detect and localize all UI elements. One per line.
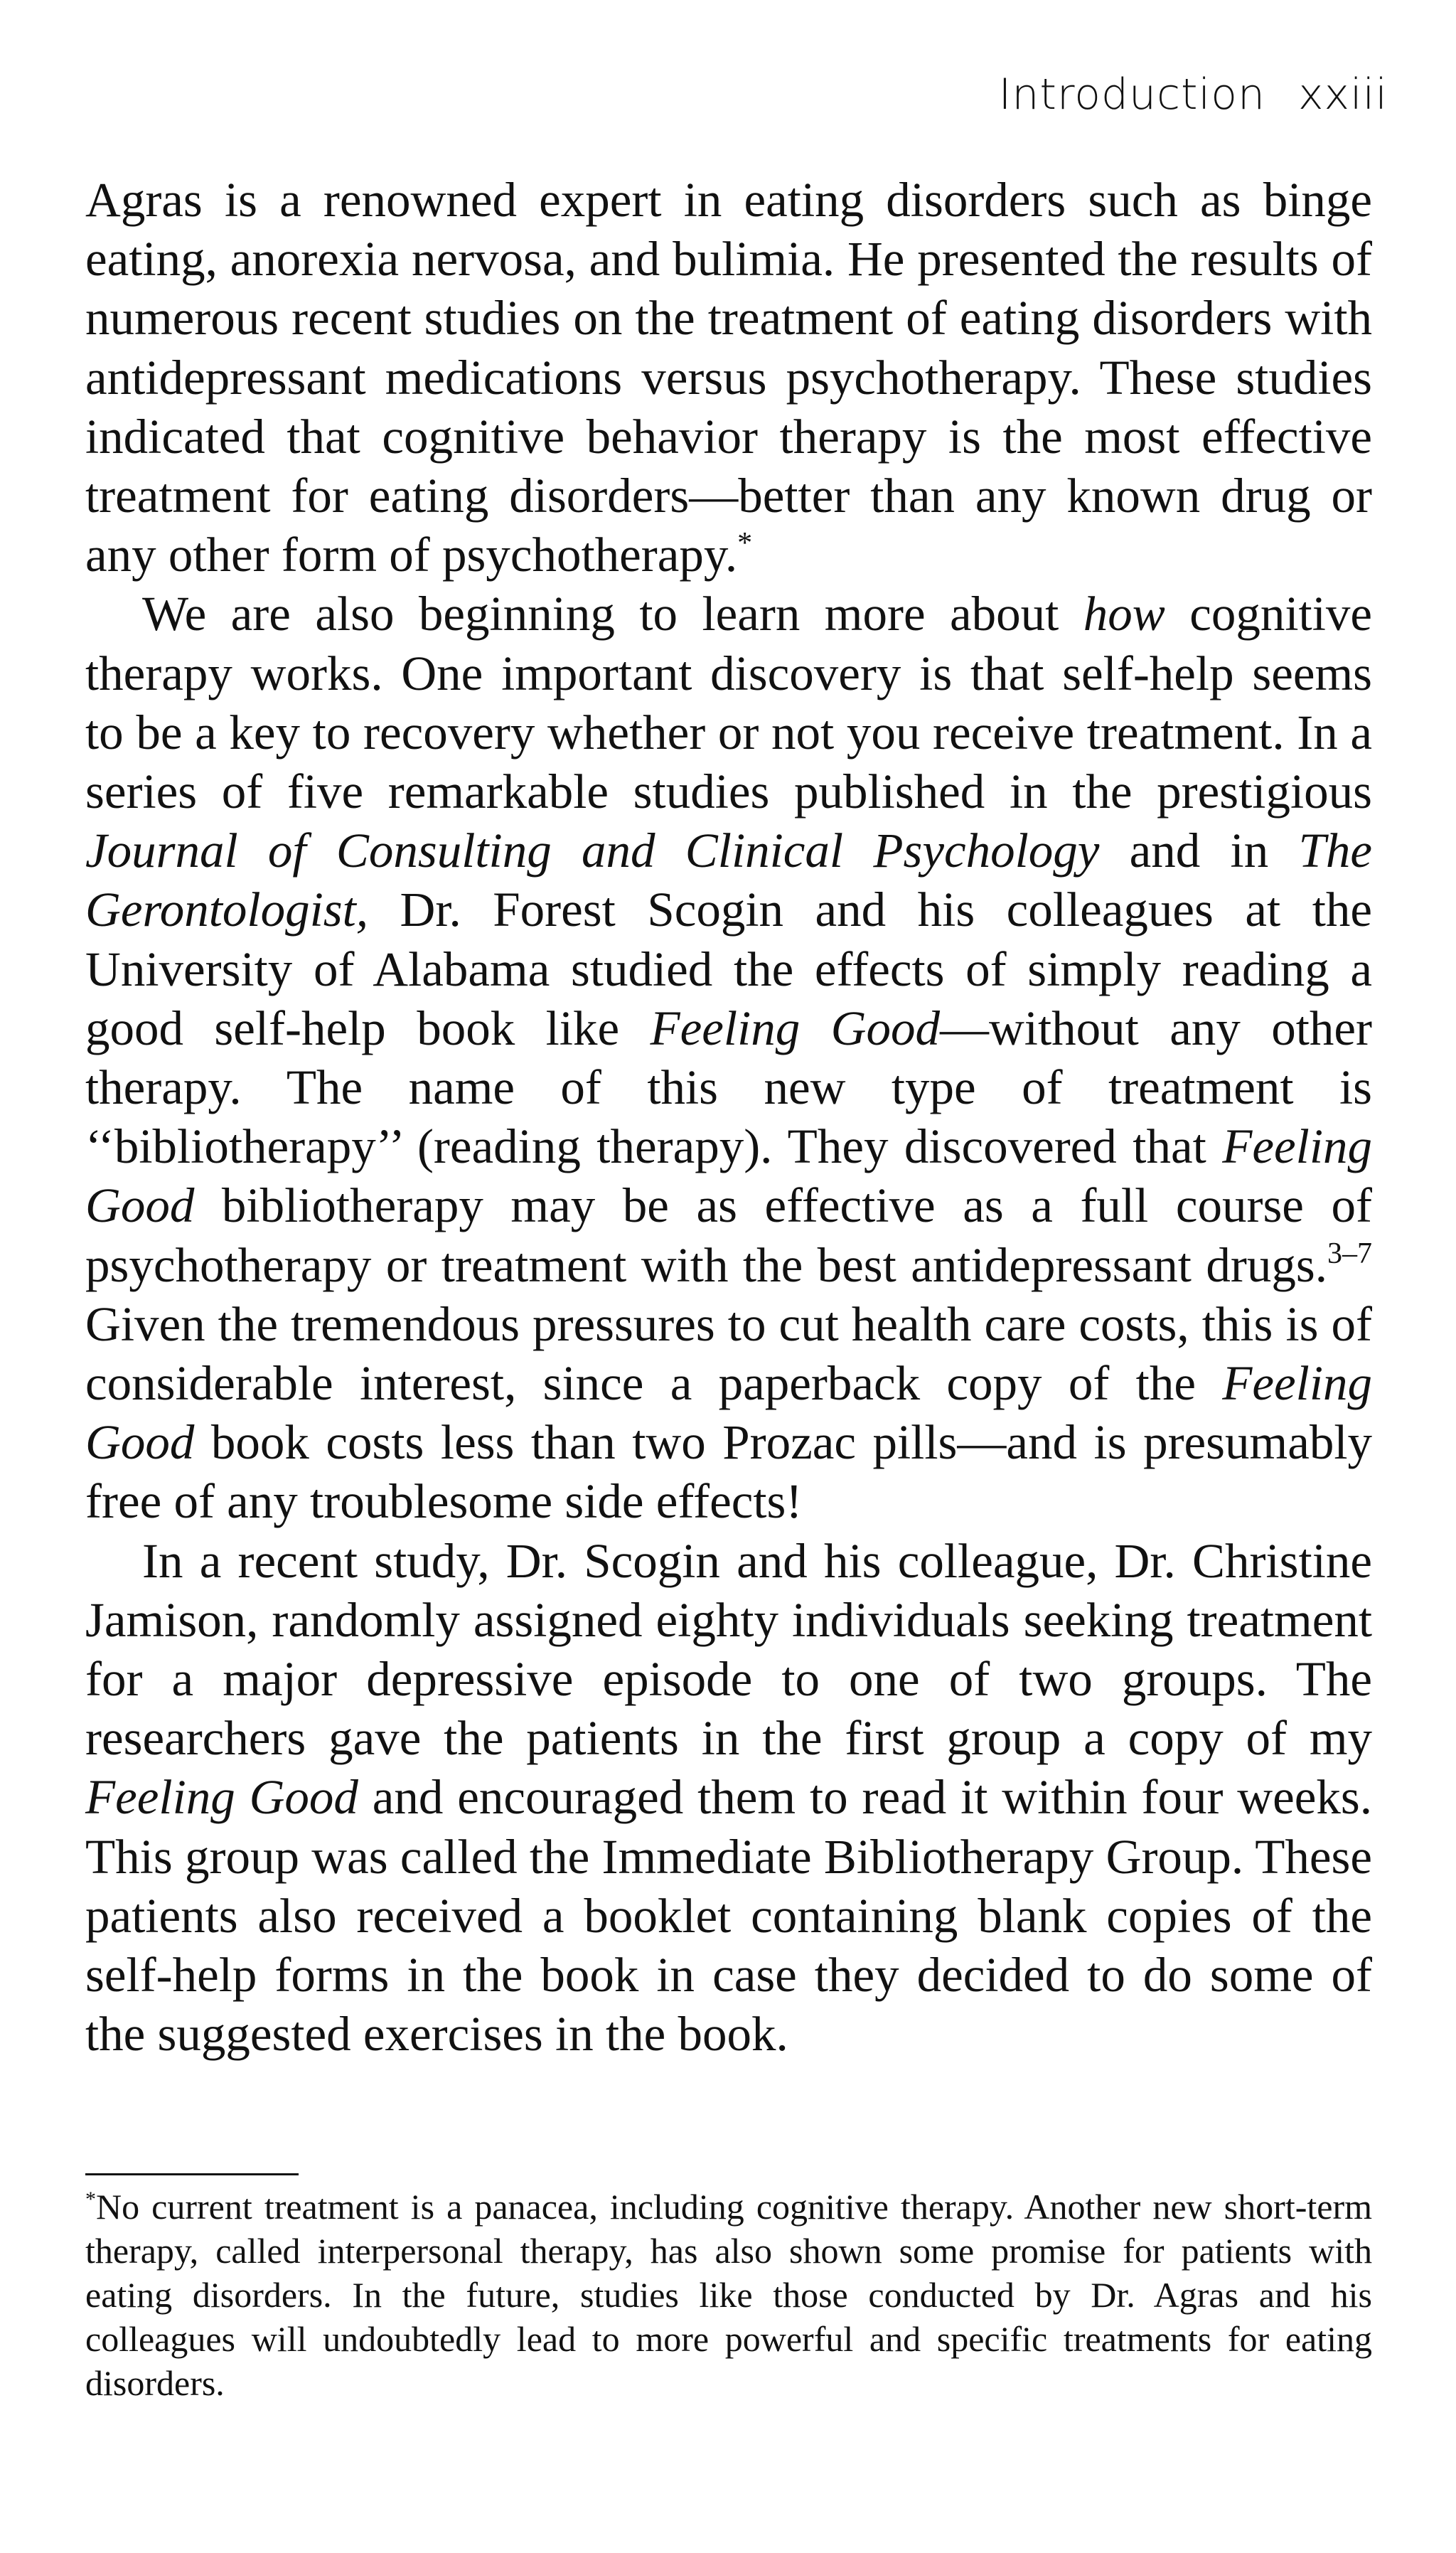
paragraph-text: book costs less than two Prozac pills—and is presumably free of any troublesome side effects!	[85, 1415, 1372, 1529]
footnote-paragraph	[85, 2185, 1372, 2405]
journal-title: Journal of Consulting and Clinical Psychology	[85, 824, 1100, 878]
footnote-reference: *	[737, 527, 753, 560]
footnote	[85, 2185, 1372, 2405]
paragraph-3	[85, 1532, 1372, 2064]
paragraph-text: Dr. Forest Scogin and his colleagues at the University of Alabama studied the effects of simply reading a good self-help book like	[85, 883, 1372, 1055]
paragraph-1	[85, 171, 1372, 585]
footnote-text: No current treatment is a panacea, including cognitive therapy. Another new short-term therapy, called interpersonal therapy, has also shown some promise for patients with eating disorders. In the future, studies like those conducted by Dr. Agras and his colleagues will undoubtedly lead to more powerful and specific treatments for eating disorders.	[85, 2187, 1372, 2403]
paragraph-text: We are also beginning to learn more about	[142, 587, 1083, 641]
paragraph-text: Given the tremendous pressures to cut health care costs, this is of considerable interest, since a paperback copy of the	[85, 1296, 1372, 1411]
paragraph-text: In a recent study, Dr. Scogin and his colleague, Dr. Christine Jamison, randomly assigned eighty individuals seeking treatment for a major depressive episode to one of two groups. The researchers gave the patients in the first group a copy of my	[85, 1533, 1372, 1766]
emphasis-text: how	[1083, 587, 1165, 641]
page-number: xxiii	[1297, 70, 1388, 119]
running-head	[999, 70, 1388, 119]
running-head-section: Introduction	[998, 70, 1265, 119]
paragraph-text: and encouraged them to read it within four weeks. This group was called the Immediate Bibliotherapy Group. These patients also received a booklet containing blank copies of the self-help forms in the book in case they decided to do some of the suggested exercises in the book.	[85, 1770, 1372, 2062]
book-title: Feeling Good	[85, 1770, 358, 1825]
paragraph-text: and in	[1099, 824, 1299, 878]
paragraph-2	[85, 585, 1372, 1531]
paragraph-text: bibliotherapy may be as effective as a full course of psychotherapy or treatment with the best antidepressant drugs.	[85, 1178, 1372, 1292]
book-title: Feeling Good	[85, 1356, 1372, 1470]
footnote-divider	[85, 2173, 299, 2175]
journal-title: The Gerontologist,	[85, 824, 1372, 937]
paragraph-text: cognitive therapy works. One important discovery is that self-help seems to be a key to recovery whether or not you receive treatment. In a series of five remarkable studies published in the prestigious	[85, 587, 1372, 819]
paragraph-text: Agras is a renowned expert in eating disorders such as binge eating, anorexia nervosa, and bulimia. He presented the results of numerous recent studies on the treatment of eating disorders with antidepressant medications versus psychotherapy. These studies indicated that cognitive behavior therapy is the most effective treatment for eating disorders—better than any known drug or any other form of psychotherapy.	[85, 173, 1372, 582]
citation-reference: 3–7	[1327, 1237, 1372, 1270]
book-title: Feeling Good	[650, 1001, 940, 1055]
footnote-marker: *	[85, 2187, 96, 2211]
paragraph-text: —without any other therapy. The name of this new type of treatment is ‘‘bibliotherapy’’ (reading therapy). They discovered that	[85, 1001, 1372, 1174]
book-title: Feeling Good	[85, 1119, 1372, 1233]
body-text	[85, 171, 1372, 2064]
